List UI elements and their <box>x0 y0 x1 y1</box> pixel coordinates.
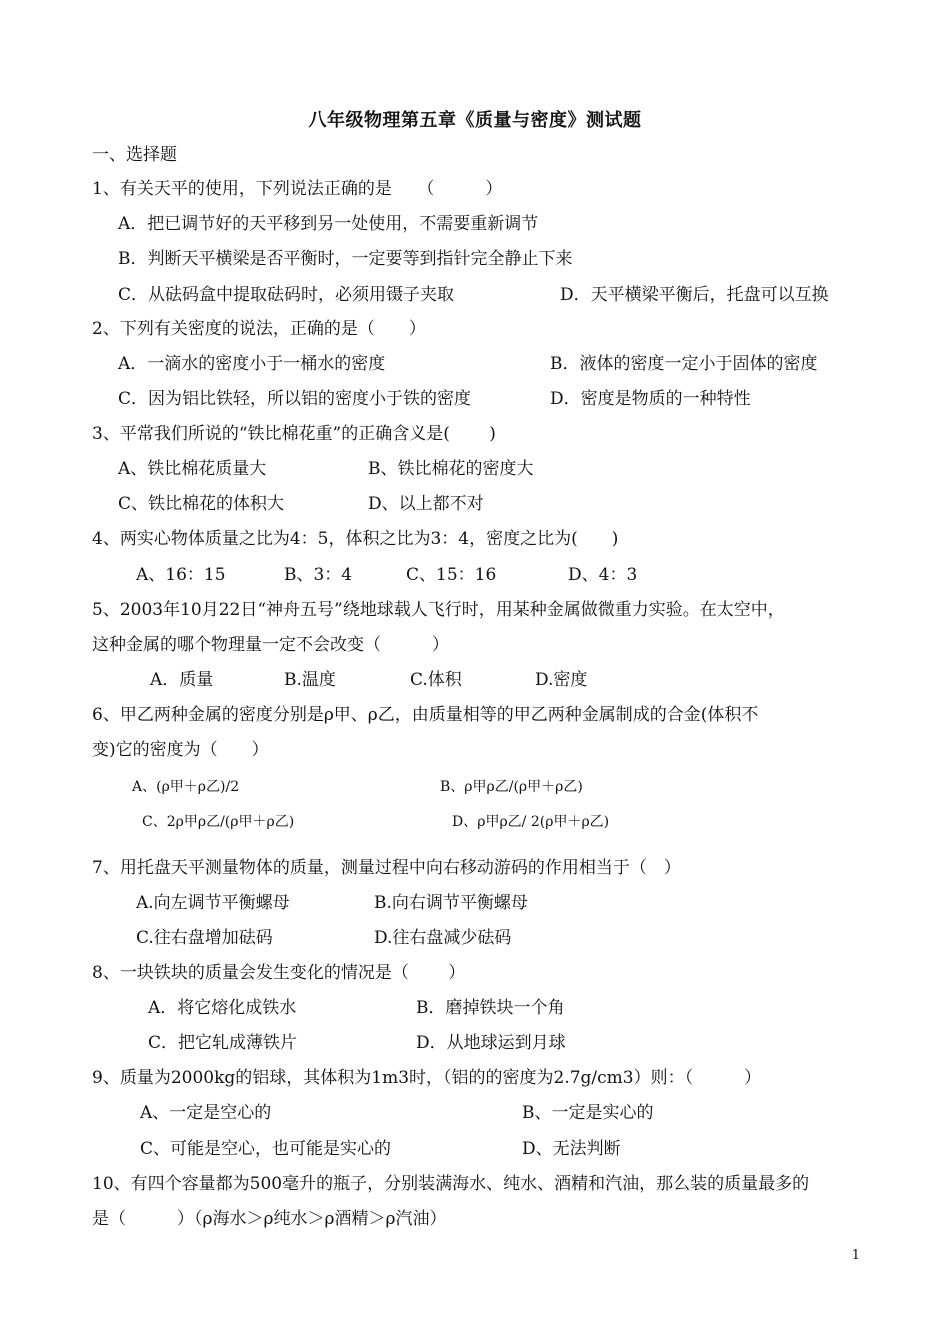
question-6-option-d: D、ρ甲ρ乙/ 2(ρ甲＋ρ乙) <box>452 814 610 830</box>
question-7-option-d: D.往右盘减少砝码 <box>374 928 512 948</box>
question-7-stem: 7、用托盘天平测量物体的质量，测量过程中向右移动游码的作用相当于（ ） <box>92 858 681 878</box>
question-9-option-b: B、一定是实心的 <box>522 1103 654 1123</box>
question-5-option-b: B.温度 <box>284 670 336 690</box>
question-4-stem: 4、两实心物体质量之比为4：5，体积之比为3：4，密度之比为( ) <box>92 529 619 549</box>
question-6-option-b: B、ρ甲ρ乙/(ρ甲＋ρ乙) <box>440 779 583 795</box>
question-4-option-a: A、16：15 <box>136 565 226 585</box>
question-1-option-d: D．天平横梁平衡后，托盘可以互换 <box>560 285 829 305</box>
question-2-option-d: D．密度是物质的一种特性 <box>550 389 751 409</box>
question-3-option-b: B、铁比棉花的密度大 <box>368 459 534 479</box>
question-7-option-b: B.向右调节平衡螺母 <box>374 893 528 913</box>
question-1-option-b: B．判断天平横梁是否平衡时，一定要等到指针完全静止下来 <box>118 249 573 269</box>
question-9-stem: 9、质量为2000kg的铝球，其体积为1m3时，（铝的的密度为2.7g/cm3）则：（ ） <box>92 1068 762 1088</box>
question-3-option-c: C、铁比棉花的体积大 <box>118 494 285 514</box>
question-8-option-d: D．从地球运到月球 <box>416 1033 566 1053</box>
page-number: 1 <box>851 1248 860 1263</box>
question-3-stem: 3、平常我们所说的“铁比棉花重”的正确含义是( ) <box>92 424 496 444</box>
question-8-option-a: A．将它熔化成铁水 <box>148 998 297 1018</box>
question-9-option-c: C、可能是空心，也可能是实心的 <box>140 1139 392 1159</box>
question-6-stem-line1: 6、甲乙两种金属的密度分别是ρ甲、ρ乙，由质量相等的甲乙两种金属制成的合金(体积不 <box>92 705 759 725</box>
question-1-stem: 1、有关天平的使用，下列说法正确的是 （ ） <box>92 179 503 199</box>
question-8-stem: 8、一块铁块的质量会发生变化的情况是（ ） <box>92 963 466 983</box>
question-4-option-b: B、3：4 <box>284 565 353 585</box>
question-7-option-c: C.往右盘增加砝码 <box>136 928 273 948</box>
question-3-option-a: A、铁比棉花质量大 <box>118 459 267 479</box>
page-title: 八年级物理第五章《质量与密度》测试题 <box>308 110 642 131</box>
question-8-option-c: C．把它轧成薄铁片 <box>148 1033 298 1053</box>
question-4-option-c: C、15：16 <box>406 565 497 585</box>
question-7-option-a: A.向左调节平衡螺母 <box>136 893 290 913</box>
question-10-stem-line1: 10、有四个容量都为500毫升的瓶子，分别装满海水、纯水、酒精和汽油，那么装的质量最多的 <box>92 1174 810 1194</box>
question-2-option-c: C．因为铝比铁轻，所以铝的密度小于铁的密度 <box>118 389 472 409</box>
question-2-option-b: B．液体的密度一定小于固体的密度 <box>550 354 818 374</box>
question-5-option-a: A．质量 <box>150 670 214 690</box>
question-6-stem-line2: 变)它的密度为（ ） <box>92 740 269 760</box>
question-4-option-d: D、4：3 <box>568 565 638 585</box>
question-5-option-c: C.体积 <box>410 670 462 690</box>
question-1-option-a: A．把已调节好的天平移到另一处使用，不需要重新调节 <box>118 214 539 234</box>
question-5-option-d: D.密度 <box>535 670 588 690</box>
question-6-option-c: C、2ρ甲ρ乙/(ρ甲＋ρ乙) <box>142 814 295 830</box>
question-6-option-a: A、(ρ甲＋ρ乙)/2 <box>132 779 240 795</box>
question-9-option-a: A、一定是空心的 <box>140 1103 272 1123</box>
question-2-option-a: A．一滴水的密度小于一桶水的密度 <box>118 354 386 374</box>
question-3-option-d: D、以上都不对 <box>368 494 484 514</box>
question-5-stem-line1: 5、2003年10月22日“神舟五号”绕地球载人飞行时，用某种金属做微重力实验。在太空中， <box>92 600 785 620</box>
question-10-stem-line2: 是（ ）（ρ海水＞ρ纯水＞ρ酒精＞ρ汽油） <box>92 1209 447 1229</box>
question-8-option-b: B．磨掉铁块一个角 <box>416 998 565 1018</box>
question-1-option-c: C．从砝码盒中提取砝码时，必须用镊子夹取 <box>118 285 455 305</box>
question-5-stem-line2: 这种金属的哪个物理量一定不会改变（ ） <box>92 635 449 655</box>
section-heading: 一、选择题 <box>92 145 177 165</box>
question-2-stem: 2、下列有关密度的说法，正确的是（ ） <box>92 319 426 339</box>
question-9-option-d: D、无法判断 <box>522 1139 621 1159</box>
